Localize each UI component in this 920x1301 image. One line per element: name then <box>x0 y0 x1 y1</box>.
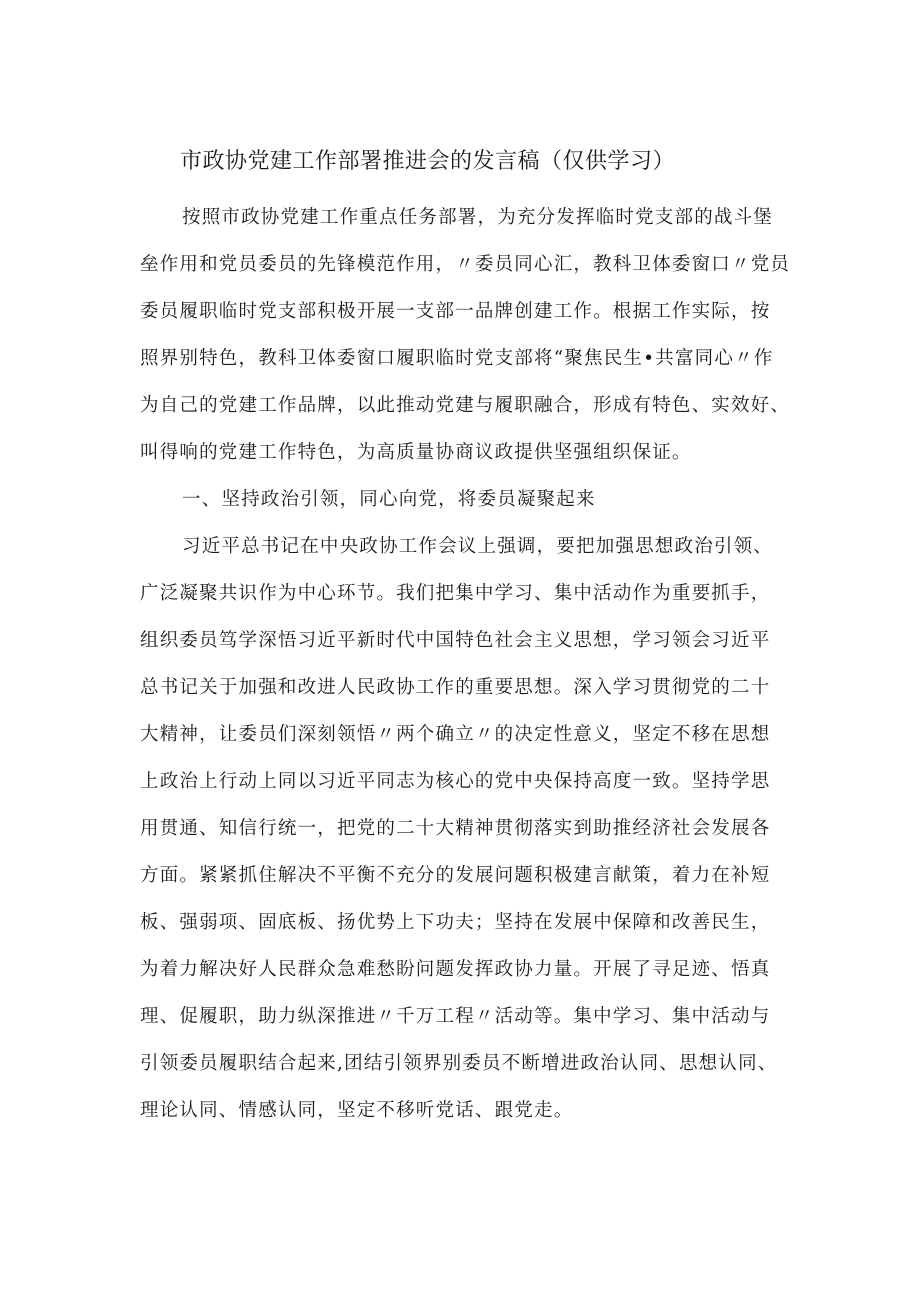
paragraph-line: 为着力解决好人民群众急难愁盼问题发挥政协力量。开展了寻足迹、悟真 <box>140 959 771 980</box>
paragraph-line: 上政治上行动上同以习近平同志为核心的党中央保持高度一致。坚持学思 <box>140 771 771 792</box>
document-title: 市政协党建工作部署推进会的发言稿（仅供学习） <box>180 149 676 174</box>
section-heading-1 <box>140 476 800 523</box>
paragraph-line: 引领委员履职结合起来,团结引领界别委员不断增进政治认同、思想认同、 <box>140 1053 778 1074</box>
paragraph-intro <box>140 194 800 476</box>
paragraph-line: 为自己的党建工作品牌，以此推动党建与履职融合，形成有特色、实效好、 <box>140 395 791 416</box>
paragraph-line: 按照市政协党建工作重点任务部署，为充分发挥临时党支部的战斗堡 <box>182 207 774 228</box>
paragraph-line: 广泛凝聚共识作为中心环节。我们把集中学习、集中活动作为重要抓手， <box>140 583 771 604</box>
paragraph-line: 方面。紧紧抓住解决不平衡不充分的发展问题积极建言献策，着力在补短 <box>140 865 771 886</box>
paragraph-line: 板、强弱项、固底板、扬优势上下功夫；坚持在发展中保障和改善民生， <box>140 912 771 933</box>
paragraph-line: 照界别特色，教科卫体委窗口履职临时党支部将“聚焦民生•共富同心〃作 <box>140 348 774 369</box>
paragraph-line: 习近平总书记在中央政协工作会议上强调，要把加强思想政治引领、 <box>182 536 774 557</box>
paragraph-line: 理、促履职，助力纵深推进〃千万工程〃活动等。集中学习、集中活动与 <box>140 1006 771 1027</box>
paragraph-section-1 <box>140 523 800 1134</box>
paragraph-line: 总书记关于加强和改进人民政协工作的重要思想。深入学习贯彻党的二十 <box>140 677 771 698</box>
paragraph-line: 理论认同、情感认同，坚定不移听党话、跟党走。 <box>140 1100 574 1121</box>
paragraph-line: 垒作用和党员委员的先锋模范作用，〃委员同心汇，教科卫体委窗口〃党员 <box>140 254 791 275</box>
paragraph-line: 大精神，让委员们深刻领悟〃两个确立〃的决定性意义，坚定不移在思想 <box>140 724 771 745</box>
paragraph-line: 叫得响的党建工作特色，为高质量协商议政提供坚强组织保证。 <box>140 442 692 463</box>
paragraph-line: 用贯通、知信行统一，把党的二十大精神贯彻落实到助推经济社会发展各 <box>140 818 771 839</box>
paragraph-line: 组织委员笃学深悟习近平新时代中国特色社会主义思想，学习领会习近平 <box>140 630 771 651</box>
section-heading-text: 一、坚持政治引领，同心向党，将委员凝聚起来 <box>182 489 596 510</box>
paragraph-line: 委员履职临时党支部积极开展一支部一品牌创建工作。根据工作实际，按 <box>140 301 771 322</box>
